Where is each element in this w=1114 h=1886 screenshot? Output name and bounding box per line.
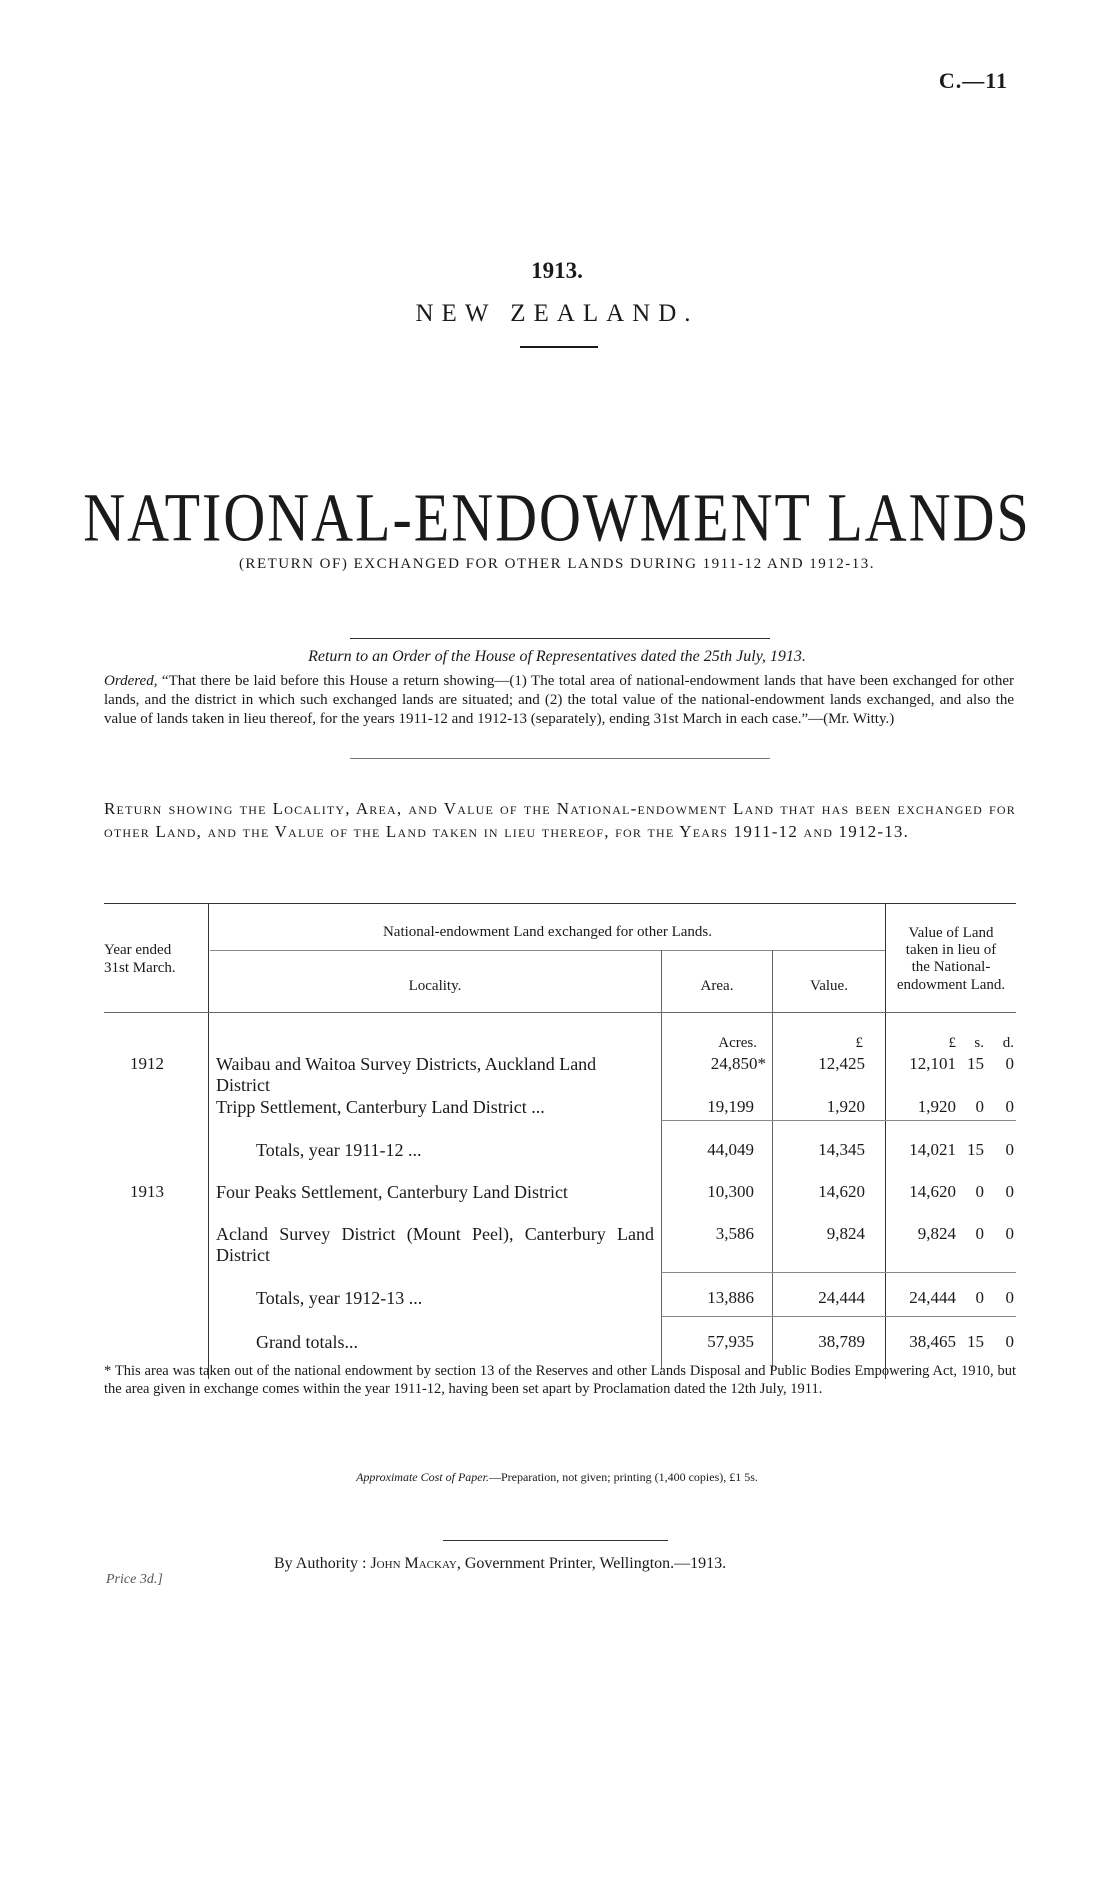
table-cell-locality: Acland Survey District (Mount Peel), Canterbury Land District [216,1224,654,1265]
table-cell-lieu-pounds: 9,824 [917,1224,956,1243]
divider [350,638,770,639]
table-cell-area: 10,300 [707,1182,754,1201]
table-cell-area: 44,049 [707,1140,754,1159]
table-cell-locality: Four Peaks Settlement, Canterbury Land District [216,1182,568,1202]
cost-text: —Preparation, not given; printing (1,400 copies), £1 5s. [488,1470,758,1484]
table-cell-lieu-pence: 0 [1005,1182,1014,1201]
divider [350,758,770,759]
table-cell-value: 24,444 [818,1288,865,1307]
table-cell-lieu-shillings: 15 [967,1332,984,1351]
table-cell-area: 57,935 [707,1332,754,1351]
table-cell-value: 9,824 [826,1224,865,1243]
authority-prefix: By Authority : [274,1555,367,1572]
footnote: * This area was taken out of the national endowment by section 13 of the Reserves and other Lands Disposal and Public Bodies Empowering Act, 1910, but the area given in exchange comes within the year 1911-12, having been set apart by Proclamation dated the 12th July, 1911. [104,1363,1016,1397]
country-heading: NEW ZEALAND. [415,300,699,327]
column-header-group: National-endowment Land exchanged for other Lands. [382,924,713,940]
page-title: NATIONAL-ENDOWMENT LANDS [83,479,1031,556]
column-header-lieu: Value of Land [908,925,994,941]
table-cell-lieu-pounds: 14,620 [909,1182,956,1201]
cost-label: Approximate Cost of Paper. [356,1470,489,1484]
unit-pounds: £ [855,1035,863,1051]
ordered-label: Ordered, [104,673,158,689]
column-header-locality: Locality. [408,978,462,994]
table-cell-lieu-pence: 0 [1005,1288,1014,1307]
column-header-area: Area. [700,978,734,994]
table-cell-lieu-pence: 0 [1005,1054,1014,1073]
table-cell-year: 1913 [130,1182,164,1201]
table-rule [208,903,209,1379]
document-reference: C.—11 [938,68,1008,93]
table-rule [661,1120,1016,1121]
authority-suffix: Government Printer, Wellington.—1913. [464,1555,727,1572]
table-cell-lieu-pounds: 14,021 [909,1140,956,1159]
table-cell-area: 24,850* [710,1054,766,1073]
table-cell-value: 1,920 [826,1097,865,1116]
unit-shillings: s. [974,1035,984,1051]
table-cell-locality: Tripp Settlement, Canterbury Land District ... [216,1097,545,1117]
table-cell-lieu-pounds: 24,444 [909,1288,956,1307]
divider [520,346,598,348]
totals-label: Totals, year 1911-12 ... [256,1140,422,1160]
table-cell-locality: Waibau and Waitoa Survey Districts, Auckland Land District [216,1054,597,1095]
table-cell-value: 14,345 [818,1140,865,1159]
table-cell-area: 19,199 [707,1097,754,1116]
table-cell-value: 14,620 [818,1182,865,1201]
table-cell-value: 12,425 [818,1054,865,1073]
unit-pounds: £ [948,1035,956,1051]
table-cell-area: 3,586 [715,1224,754,1243]
order-paragraph [104,672,1014,729]
table-cell-value: 38,789 [818,1332,865,1351]
table-cell-lieu-shillings: 0 [975,1224,984,1243]
column-header-year: 31st March. [104,960,176,976]
table-cell-lieu-pence: 0 [1005,1332,1014,1351]
return-order-line: Return to an Order of the House of Representatives dated the 25th July, 1913. [308,648,806,665]
page-subtitle: (RETURN OF) EXCHANGED FOR OTHER LANDS DURING 1911-12 AND 1912-13. [238,556,876,572]
printer-authority [274,1555,726,1573]
cost-of-paper [0,1470,1114,1485]
order-text: “That there be laid before this House a return showing—(1) The total area of national-endowment lands that have been exchanged for other lands, and the district in which such exchanged lands are situated; and (2) the total value of the national-endowment lands exchanged, and also the value of lands taken in lieu thereof, for the years 1911-12 and 1912-13 (separately), ending 31st March in each case.”—(Mr. Witty.) [104,673,1014,727]
table-cell-lieu-pounds: 1,920 [917,1097,956,1116]
table-cell-lieu-pence: 0 [1005,1140,1014,1159]
table-rule [661,1316,1016,1317]
divider [443,1540,668,1541]
table-cell-year: 1912 [130,1054,164,1073]
table-cell-lieu-pence: 0 [1005,1224,1014,1243]
table-rule [104,1012,1016,1013]
table-cell-lieu-shillings: 0 [975,1182,984,1201]
price: Price 3d.] [106,1572,163,1587]
table-cell-lieu-shillings: 15 [967,1054,984,1073]
table-cell-lieu-pence: 0 [1005,1097,1014,1116]
column-header-lieu: taken in lieu of [905,942,997,958]
table-cell-lieu-shillings: 0 [975,1288,984,1307]
column-header-year: Year ended [104,942,172,958]
table-cell-lieu-shillings: 0 [975,1097,984,1116]
grand-totals-label: Grand totals... [256,1332,358,1352]
table-rule [210,950,885,951]
column-header-value: Value. [810,978,848,994]
table-rule [661,1272,1016,1273]
printer-name: John Mackay, [370,1555,461,1572]
unit-pence: d. [1002,1035,1014,1051]
table-cell-area: 13,886 [707,1288,754,1307]
table-cell-lieu-pounds: 38,465 [909,1332,956,1351]
document-year: 1913. [531,258,583,283]
column-header-lieu: endowment Land. [896,977,1006,993]
table-rule [104,903,1016,904]
table-cell-lieu-shillings: 15 [967,1140,984,1159]
column-header-lieu: the National- [911,959,991,975]
unit-acres: Acres. [718,1035,757,1051]
totals-label: Totals, year 1912-13 ... [256,1288,423,1308]
table-cell-lieu-pounds: 12,101 [909,1054,956,1073]
table-heading: Return showing the Locality, Area, and Value of the National-endowment Land that has been exchanged for other Land, and the Value of the Land taken in lieu thereof, for the Years 1911-12 and 1912-13. [104,799,1016,841]
